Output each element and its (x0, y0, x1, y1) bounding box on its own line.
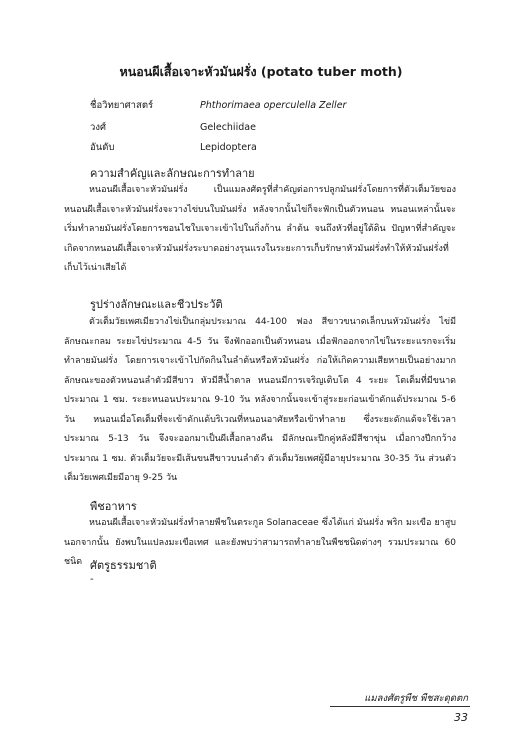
section-heading-morphology: รูปร่างลักษณะและชีวประวัติ (90, 298, 223, 311)
footer-book-title: แมลงศัตรูพืช พืชสะดุดตก (364, 693, 468, 704)
taxonomy-value: Lepidoptera (200, 142, 257, 153)
section-heading-importance: ความสำคัญและลักษณะการทำลาย (90, 167, 255, 180)
section-heading-natural-enemies: ศัตรูธรรมชาติ (90, 559, 157, 572)
section-heading-host-plants: พืชอาหาร (90, 500, 137, 513)
section-body-host-plants: หนอนผีเสื้อเจาะหัวมันฝรั่งทำลายพืชในตระกูล Solanaceae ซึ่งได้แก่ มันฝรั่ง พริก มะเขือ ยาสูบ นอกจากนั้น ยังพบในแปลงมะเขือเทศ และยังพบว่าสามารถทำลายในพืชชนิดต่างๆ รวมประมาณ 60 ชนิด (64, 518, 456, 567)
taxonomy-value: Gelechiidae (200, 122, 256, 133)
taxonomy-label: วงศ์ (90, 122, 107, 133)
footer-divider (330, 706, 470, 707)
page-number: 33 (454, 711, 468, 724)
taxonomy-label: อันดับ (90, 142, 115, 153)
taxonomy-value: Phthorimaea operculella Zeller (200, 100, 347, 111)
section-body-morphology: ตัวเต็มวัยเพศเมียวางไข่เป็นกลุ่มประมาณ 44-100 ฟอง สีขาวขนาดเล็กบนหัวมันฝรั่ง ไข่มีลักษณะกลม ระยะไข่ประมาณ 4-5 วัน จึงฟักออกเป็นตัวหนอน เมื่อฟักออกจากไข่ในระยะแรกจะเริ่มทำลายมันฝรั่ง โดยการเจาะเข้าไปกัดกินในลำต้นหรือหัวมันฝรั่ง ก่อให้เกิดความเสียหายเป็นอย่างมาก ลักษณะของตัวหนอนลำตัวมีสีขาว หัวมีสีน้ำตาล หนอนมีการเจริญเติบโต 4 ระยะ โตเต็มที่มีขนาดประมาณ 1 ซม. ระยะหนอนประมาณ 9-10 วัน หลังจากนั้นจะเข้าสู่ระยะก่อนเข้าดักแด้ประมาณ 5-6 วัน หนอนเมื่อโตเต็มที่จะเข้าดักแด้บริเวณที่หนอนอาศัยหรือเข้าทำลาย ซึ่งระยะดักแด้จะใช้เวลาประมาณ 5-13 วัน จึงจะออกมาเป็นผีเสื้อกลางคืน มีลักษณะปีกคู่หลังมีสีชาขุ่น เมื่อกางปีกกว้างประมาณ 1 ซม. ตัวเต็มวัยจะมีเส้นขนสีขาวบนลำตัว ตัวเต็มวัยเพศผู้มีอายุประมาณ 30-35 วัน ส่วนตัวเต็มวัยเพศเมียมีอายุ 9-25 วัน (64, 317, 456, 483)
natural-enemies-placeholder: - (90, 574, 94, 585)
page-title: หนอนผีเสื้อเจาะหัวมันฝรั่ง (potato tuber moth) (119, 64, 403, 79)
section-body-importance: หนอนผีเสื้อเจาะหัวมันฝรั่ง เป็นแมลงศัตรูที่สำคัญต่อการปลูกมันฝรั่งโดยการที่ตัวเต็มวัยของหนอนผีเสื้อเจาะหัวมันฝรั่งจะวางไข่บนใบมันฝรั่ง หลังจากนั้นไข่ก็จะฟักเป็นตัวหนอน หนอนเหล่านั้นจะเริ่มทำลายมันฝรั่งโดยการชอนไชใบเจาะเข้าไปในกิ่งก้าน ลำต้น จนถึงหัวที่อยู่ใต้ดิน ปัญหาที่สำคัญจะเกิดจากหนอนผีเสื้อเจาะหัวมันฝรั่งระบาดอย่างรุนแรงในระยะการเก็บรักษาหัวมันฝรั่งทำให้หัวมันฝรั่งที่เก็บไว้เน่าเสียได้ (64, 185, 456, 273)
taxonomy-label: ชื่อวิทยาศาสตร์ (90, 100, 154, 111)
